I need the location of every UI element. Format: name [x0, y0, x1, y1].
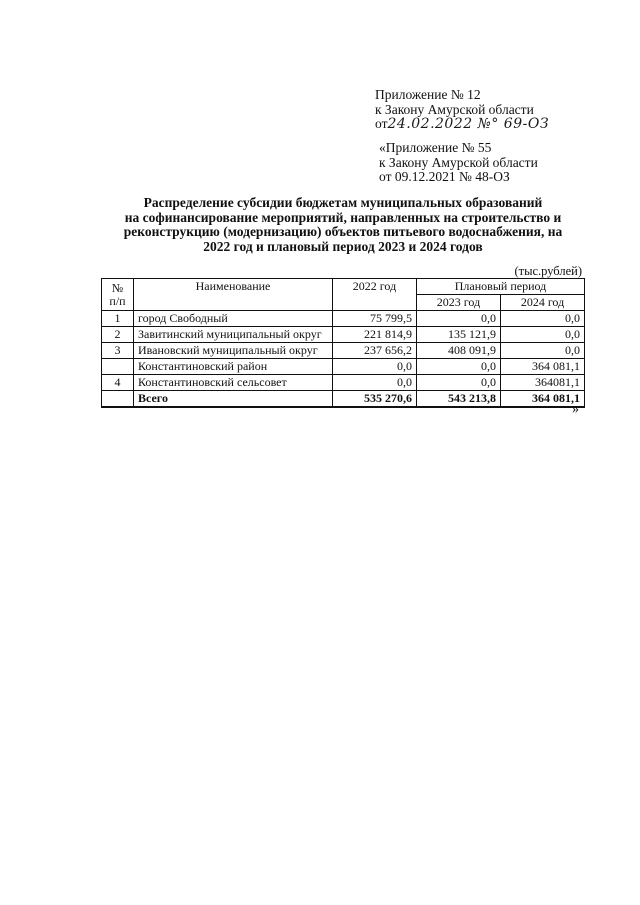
- row-2023: 0,0: [417, 375, 501, 391]
- total-label: Всего: [134, 391, 333, 408]
- row-number: 1: [102, 311, 134, 327]
- appendix-12-law: к Закону Амурской области: [375, 101, 534, 117]
- row-name: город Свободный: [134, 311, 333, 327]
- header-number: [102, 279, 134, 311]
- appendix-12-title: Приложение № 12: [375, 87, 481, 102]
- appendix-12-date-prefix: от: [375, 116, 388, 131]
- unit-label: (тыс.рублей): [514, 264, 582, 278]
- row-name: Ивановский муниципальный округ: [134, 343, 333, 359]
- appendix-55-date: от 09.12.2021 № 48-ОЗ: [379, 169, 510, 184]
- title-line-1: Распределение субсидии бюджетам муниципальных образований: [143, 195, 543, 210]
- row-2024: 0,0: [501, 311, 585, 327]
- appendix-12-date: [375, 117, 549, 132]
- row-name: Константиновский район: [134, 359, 333, 375]
- table-row: [102, 311, 585, 327]
- row-2023: 0,0: [417, 311, 501, 327]
- row-number: 4: [102, 375, 134, 391]
- row-2024: 0,0: [501, 343, 585, 359]
- title-line-2: на софинансирование мероприятий, направленных на строительство и: [124, 209, 562, 225]
- appendix-55-header: [379, 141, 538, 185]
- handwritten-date-number: 24.02.2022 №° 69-ОЗ: [387, 116, 550, 132]
- table-row: [102, 359, 585, 375]
- row-2022: 75 799,5: [333, 311, 417, 327]
- total-2024: 364 081,1: [501, 391, 585, 408]
- header-2024: 2024 год: [501, 295, 585, 311]
- header-2023: 2023 год: [417, 295, 501, 311]
- row-2024: 0,0: [501, 327, 585, 343]
- appendix-55-law: к Закону Амурской области: [379, 154, 538, 170]
- row-2023: 135 121,9: [417, 327, 501, 343]
- title-line-4: 2022 год и плановый период 2023 и 2024 годов: [203, 238, 483, 254]
- row-number: 2: [102, 327, 134, 343]
- table-row: [102, 343, 585, 359]
- row-2024: 364 081,1: [501, 359, 585, 375]
- table-row: [102, 375, 585, 391]
- table-row: [102, 327, 585, 343]
- total-2022: 535 270,6: [333, 391, 417, 408]
- row-2023: 408 091,9: [417, 343, 501, 359]
- row-2023: 0,0: [417, 359, 501, 375]
- closing-quote: »: [572, 402, 579, 417]
- document-title: [108, 196, 578, 254]
- table-header-row: [102, 279, 585, 295]
- title-line-3: реконструкцию (модернизацию) объектов питьевого водоснабжения, на: [123, 224, 563, 239]
- row-2022: 237 656,2: [333, 343, 417, 359]
- row-number: [102, 359, 134, 375]
- row-2022: 221 814,9: [333, 327, 417, 343]
- row-2022: 0,0: [333, 375, 417, 391]
- total-2023: 543 213,8: [417, 391, 501, 408]
- header-number-line1: №: [111, 280, 124, 295]
- appendix-55-title: «Приложение № 55: [379, 140, 492, 155]
- header-planned-period: Плановый период: [417, 279, 585, 295]
- appendix-12-header: [375, 88, 549, 132]
- header-2022: 2022 год: [333, 279, 417, 311]
- row-2022: 0,0: [333, 359, 417, 375]
- row-name: Константиновский сельсовет: [134, 375, 333, 391]
- header-number-line2: п/п: [109, 293, 126, 308]
- header-name: Наименование: [134, 279, 333, 311]
- subsidy-table: [101, 278, 585, 408]
- row-2024: 364081,1: [501, 375, 585, 391]
- row-name: Завитинский муниципальный округ: [134, 327, 333, 343]
- row-number: 3: [102, 343, 134, 359]
- total-number: [102, 391, 134, 408]
- table-total-row: [102, 391, 585, 408]
